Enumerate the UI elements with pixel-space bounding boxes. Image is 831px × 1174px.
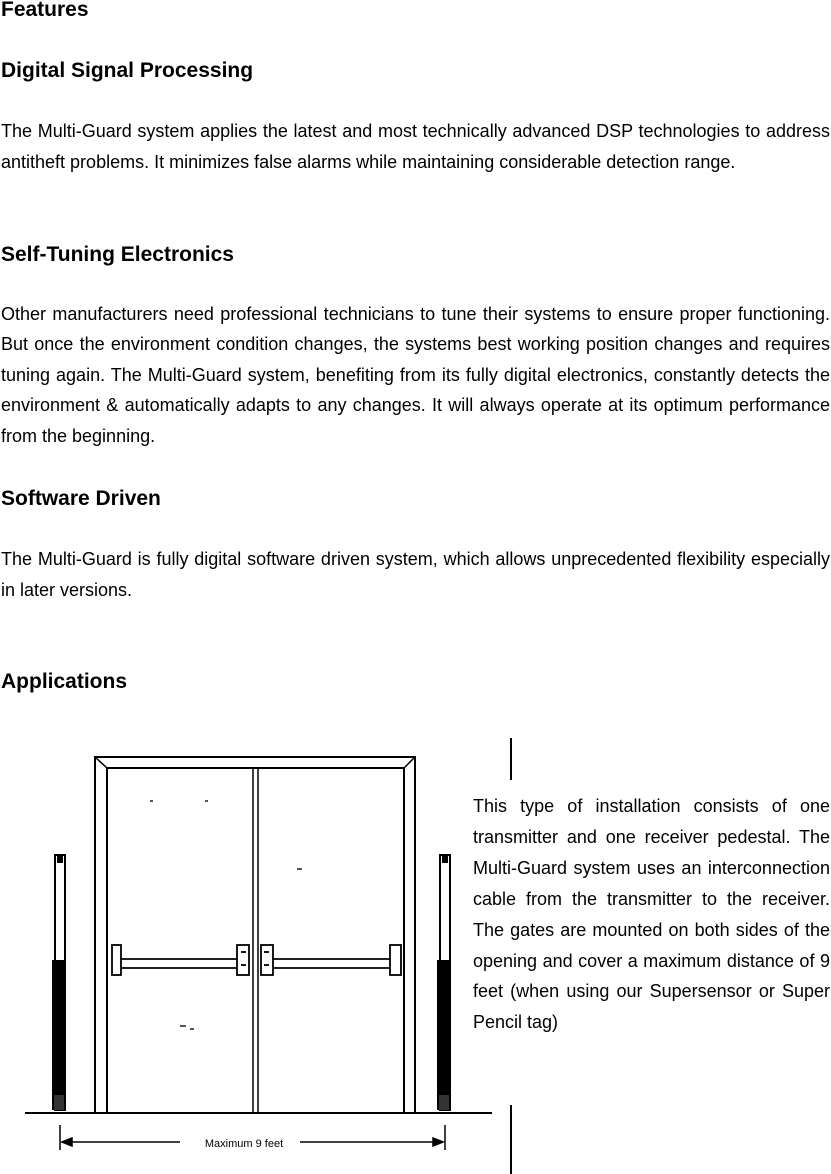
door-frame xyxy=(95,757,415,1113)
applications-heading: Applications xyxy=(1,670,128,693)
panic-bar-right xyxy=(261,945,401,975)
section-body-software: The Multi-Guard is fully digital software driven system, which allows unprecedented flexibility especially in later versions. xyxy=(1,549,830,600)
panic-bar-left xyxy=(112,945,249,975)
pedestal-right xyxy=(437,855,451,1110)
section-body-self-tuning: Other manufacturers need professional technicians to tune their systems to ensure proper functioning. But once the environment condition changes, the systems best working position changes and requires tuning again. The Multi-Guard system, benefiting from its fully digital electronics, constantly detects the environment & automatically adapts to any changes. It will always operate at its optimum performance from the beginning. xyxy=(1,304,830,446)
section-title-dsp: Digital Signal Processing xyxy=(1,59,254,82)
dimension-label: Maximum 9 feet xyxy=(204,1138,284,1150)
section-title-software: Software Driven xyxy=(1,487,161,510)
door-specks xyxy=(150,800,302,1030)
pedestal-left xyxy=(52,855,66,1110)
section-title-self-tuning: Self-Tuning Electronics xyxy=(1,243,234,266)
application-description: This type of installation consists of one transmitter and one receiver pedestal. The Multi-Guard system uses an interconnection cable from the transmitter to the receiver. The gates are mounted on both sides of the opening and cover a maximum distance of 9 feet (when using our Supersensor or Super Pencil tag) xyxy=(473,796,830,1033)
section-body-dsp: The Multi-Guard system applies the latest and most technically advanced DSP technologies to address antitheft problems. It minimizes false alarms while maintaining considerable detection range. xyxy=(1,121,830,172)
features-heading: Features xyxy=(1,0,89,21)
door-leaves xyxy=(253,768,258,1113)
